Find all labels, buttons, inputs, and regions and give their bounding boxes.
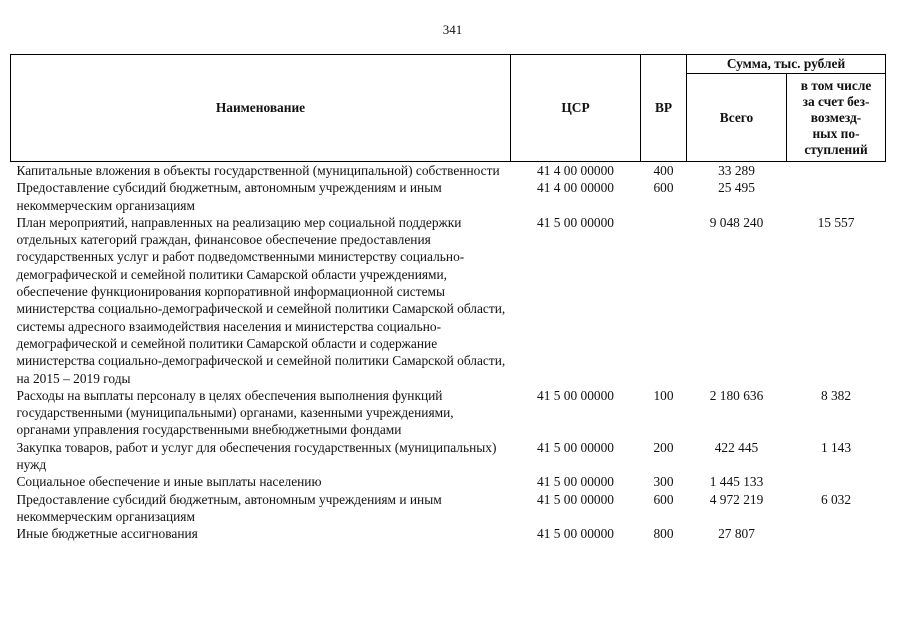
row-vr: 400 — [653, 163, 674, 178]
row-vr: 600 — [653, 180, 674, 196]
row-total: 9 048 240 — [709, 214, 764, 230]
row-name: Закупка товаров, работ и услуг для обеспечения государственных (муниципальных) нужд — [16, 439, 497, 473]
row-grant: 15 557 — [817, 214, 855, 230]
row-name: План мероприятий, направленных на реализацию мер социальной поддержки отдельных категорий граждан, финансовое обеспечение предоставления государственных услуг и работ подведомственными министерству социально-демографической и семейной политики Самарской области учреждениями, обеспечение функционирования корпоративной информационной системы министерства социально-демографической и семейной политики Самарской области, системы адресного взаимодействия населения и министерства социально-демографической и семейной политики Самарской области и содержание министерства социально-демографической и семейной политики Самарской области, на 2015 – 2019 годы — [16, 214, 506, 386]
row-csr: 41 5 00 00000 — [537, 387, 614, 403]
table-row — [11, 162, 886, 180]
header-grant-line: возмезд- — [810, 109, 862, 125]
table-row — [11, 439, 886, 474]
table-header — [11, 55, 886, 162]
table-row — [11, 214, 886, 387]
table-row — [11, 179, 886, 214]
row-vr: 200 — [653, 439, 674, 455]
header-vr: ВР — [641, 55, 687, 162]
row-grant — [787, 162, 886, 180]
row-name: Социальное обеспечение и иные выплаты населению — [16, 474, 322, 490]
row-csr: 41 5 00 00000 — [537, 214, 614, 230]
row-name: Предоставление субсидий бюджетным, автономным учреждениям и иным некоммерческим организациям — [16, 491, 442, 524]
row-total: 422 445 — [714, 439, 759, 455]
header-grant-line: ступлений — [804, 141, 868, 157]
budget-table — [10, 54, 886, 543]
row-grant — [787, 525, 886, 542]
header-total: Всего — [687, 74, 787, 162]
header-grant-line: за счет без- — [802, 93, 870, 109]
row-total: 27 807 — [718, 526, 755, 542]
row-name: Иные бюджетные ассигнования — [16, 526, 198, 542]
row-vr: 800 — [653, 526, 674, 542]
row-total: 4 972 219 — [709, 491, 764, 507]
row-vr: 300 — [653, 474, 674, 490]
table-row — [11, 491, 886, 526]
page-number: 341 — [442, 22, 463, 37]
header-grant-line: в том числе — [800, 77, 872, 93]
row-vr: 600 — [653, 491, 674, 507]
row-csr: 41 4 00 00000 — [537, 163, 614, 178]
row-csr: 41 5 00 00000 — [537, 491, 614, 507]
table-body — [11, 162, 886, 543]
row-vr — [641, 214, 687, 387]
header-grant-line: ных по- — [812, 125, 860, 141]
row-csr: 41 5 00 00000 — [537, 474, 614, 490]
table-row — [11, 387, 886, 439]
row-total: 2 180 636 — [709, 387, 764, 403]
row-grant — [787, 179, 886, 214]
row-name: Капитальные вложения в объекты государственной (муниципальной) собственности — [16, 163, 500, 178]
row-grant: 8 382 — [820, 387, 852, 403]
row-total: 25 495 — [718, 180, 755, 196]
header-name: Наименование — [11, 55, 511, 162]
header-sum: Сумма, тыс. рублей — [687, 55, 886, 74]
header-grant — [787, 74, 886, 162]
table-row — [11, 473, 886, 490]
row-vr: 100 — [653, 387, 674, 403]
row-grant: 1 143 — [820, 439, 852, 455]
row-csr: 41 5 00 00000 — [537, 526, 614, 542]
row-total: 33 289 — [718, 163, 755, 178]
row-csr: 41 4 00 00000 — [537, 180, 614, 196]
row-grant — [787, 473, 886, 490]
header-csr: ЦСР — [511, 55, 641, 162]
row-total: 1 445 133 — [709, 474, 764, 490]
row-name: Расходы на выплаты персоналу в целях обеспечения выполнения функций государственными (муниципальными) органами, казенными учреждениями, органами управления государственными внебюджетными фондами — [16, 387, 454, 438]
row-csr: 41 5 00 00000 — [537, 439, 614, 455]
table-row — [11, 525, 886, 542]
row-grant: 6 032 — [820, 491, 852, 507]
row-name: Предоставление субсидий бюджетным, автономным учреждениям и иным некоммерческим организациям — [16, 180, 442, 213]
